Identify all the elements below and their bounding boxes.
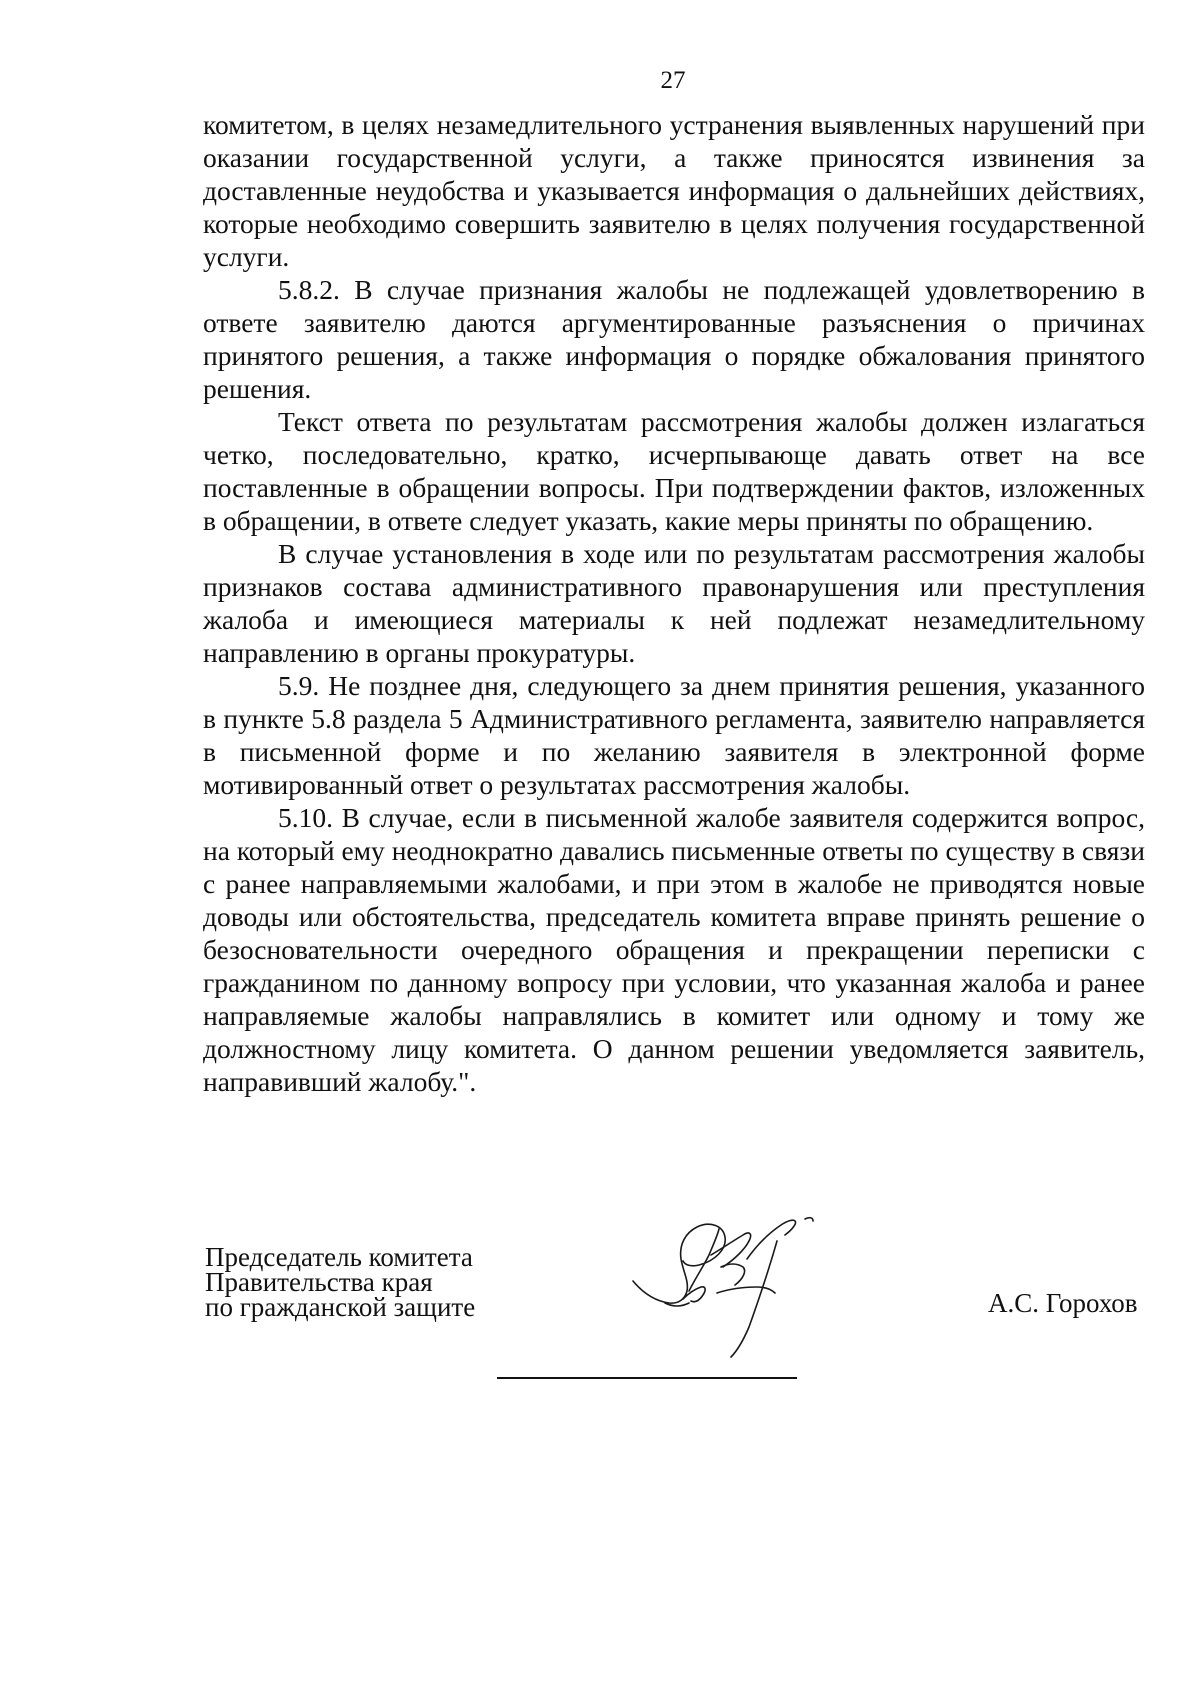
position-line: Правительства края xyxy=(205,1267,433,1297)
paragraph-5-8-2: 5.8.2. В случае признания жалобы не подлежащей удовлетворению в ответе заявителю даются аргументированные разъяснения о причинах принятого решения, а также информация о порядке обжалования принятого решения. xyxy=(203,274,1145,404)
separator-line xyxy=(497,1377,797,1379)
paragraph-response-text: Текст ответа по результатам рассмотрения жалобы должен излагаться четко, последовательно, кратко, исчерпывающе давать ответ на все поставленные в обращении вопросы. При подтверждении фактов, изложенных в обращении, в ответе следует указать, какие меры приняты по обращению. xyxy=(203,406,1145,536)
position-line: по гражданской защите xyxy=(205,1292,476,1322)
document-body xyxy=(203,108,1145,1098)
paragraph-continuation: комитетом, в целях незамедлительного устранения выявленных нарушений при оказании государственной услуги, а также приносятся извинения за доставленные неудобства и указывается информация о дальнейших действиях, которые необходимо совершить заявителю в целях получения государственной услуги. xyxy=(203,109,1145,272)
paragraph-5-10: 5.10. В случае, если в письменной жалобе заявителя содержится вопрос, на который ему неоднократно давались письменные ответы по существу в связи с ранее направляемыми жалобами, и при этом в жалобе не приводятся новые доводы или обстоятельства, председатель комитета вправе принять решение о безосновательности очередного обращения и прекращении переписки с гражданином по данному вопросу при условии, что указанная жалоба и ранее направляемые жалобы направлялись в комитет или одному и тому же должностному лицу комитета. О данном решении уведомляется заявитель, направивший жалобу.". xyxy=(203,802,1145,1097)
paragraph-5-9: 5.9. Не позднее дня, следующего за днем принятия решения, указанного в пункте 5.8 раздела 5 Административного регламента, заявителю направляется в письменной форме и по желанию заявителя в электронной форме мотивированный ответ о результатах рассмотрения жалобы. xyxy=(203,670,1145,800)
signatory-position xyxy=(205,1242,476,1322)
handwritten-signature xyxy=(625,1215,835,1365)
position-line: Председатель комитета xyxy=(205,1242,473,1272)
page-number: 27 xyxy=(660,67,686,94)
signer-name: А.С. Горохов xyxy=(988,1288,1138,1318)
paragraph-prosecutor-referral: В случае установления в ходе или по результатам рассмотрения жалобы признаков состава административного правонарушения или преступления жалоба и имеющиеся материалы к ней подлежат незамедлительному направлению в органы прокуратуры. xyxy=(203,538,1145,668)
